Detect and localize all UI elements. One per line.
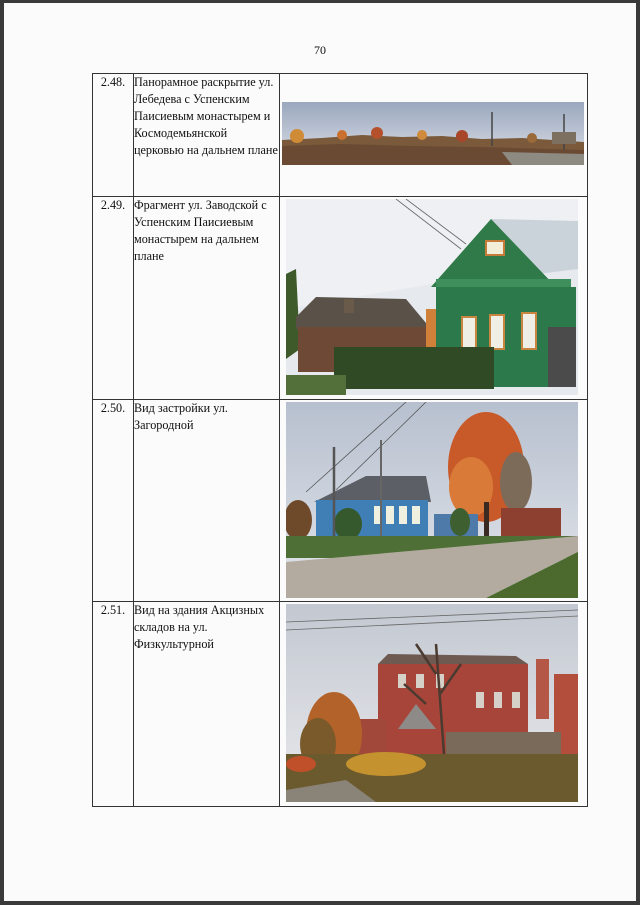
row-number: 2.50. xyxy=(93,400,134,602)
row-number: 2.48. xyxy=(93,74,134,197)
row-caption: Фрагмент ул. Заводской с Успенским Паисиевым монастырем на дальнем плане xyxy=(134,197,280,400)
photo-cell xyxy=(280,602,588,807)
panorama-photo xyxy=(282,102,584,165)
photo-cell xyxy=(280,400,588,602)
table-row xyxy=(93,602,588,807)
table-row xyxy=(93,400,588,602)
row-number: 2.49. xyxy=(93,197,134,400)
row-caption: Вид на здания Акцизных складов на ул. Физкультурной xyxy=(134,602,280,807)
photo-table xyxy=(92,73,588,807)
street-house-photo xyxy=(286,199,578,395)
street-view-photo xyxy=(286,402,578,598)
warehouses-photo xyxy=(286,604,578,802)
row-caption: Панорамное раскрытие ул. Лебедева с Успенским Паисиевым монастырем и Космодемьянской церковью на дальнем плане xyxy=(134,74,280,197)
page-number: 70 xyxy=(314,43,326,57)
document-page xyxy=(4,3,636,901)
row-caption: Вид застройки ул. Загородной xyxy=(134,400,280,602)
table-row xyxy=(93,197,588,400)
photo-cell xyxy=(280,74,588,197)
table-row xyxy=(93,74,588,197)
row-number: 2.51. xyxy=(93,602,134,807)
photo-cell xyxy=(280,197,588,400)
